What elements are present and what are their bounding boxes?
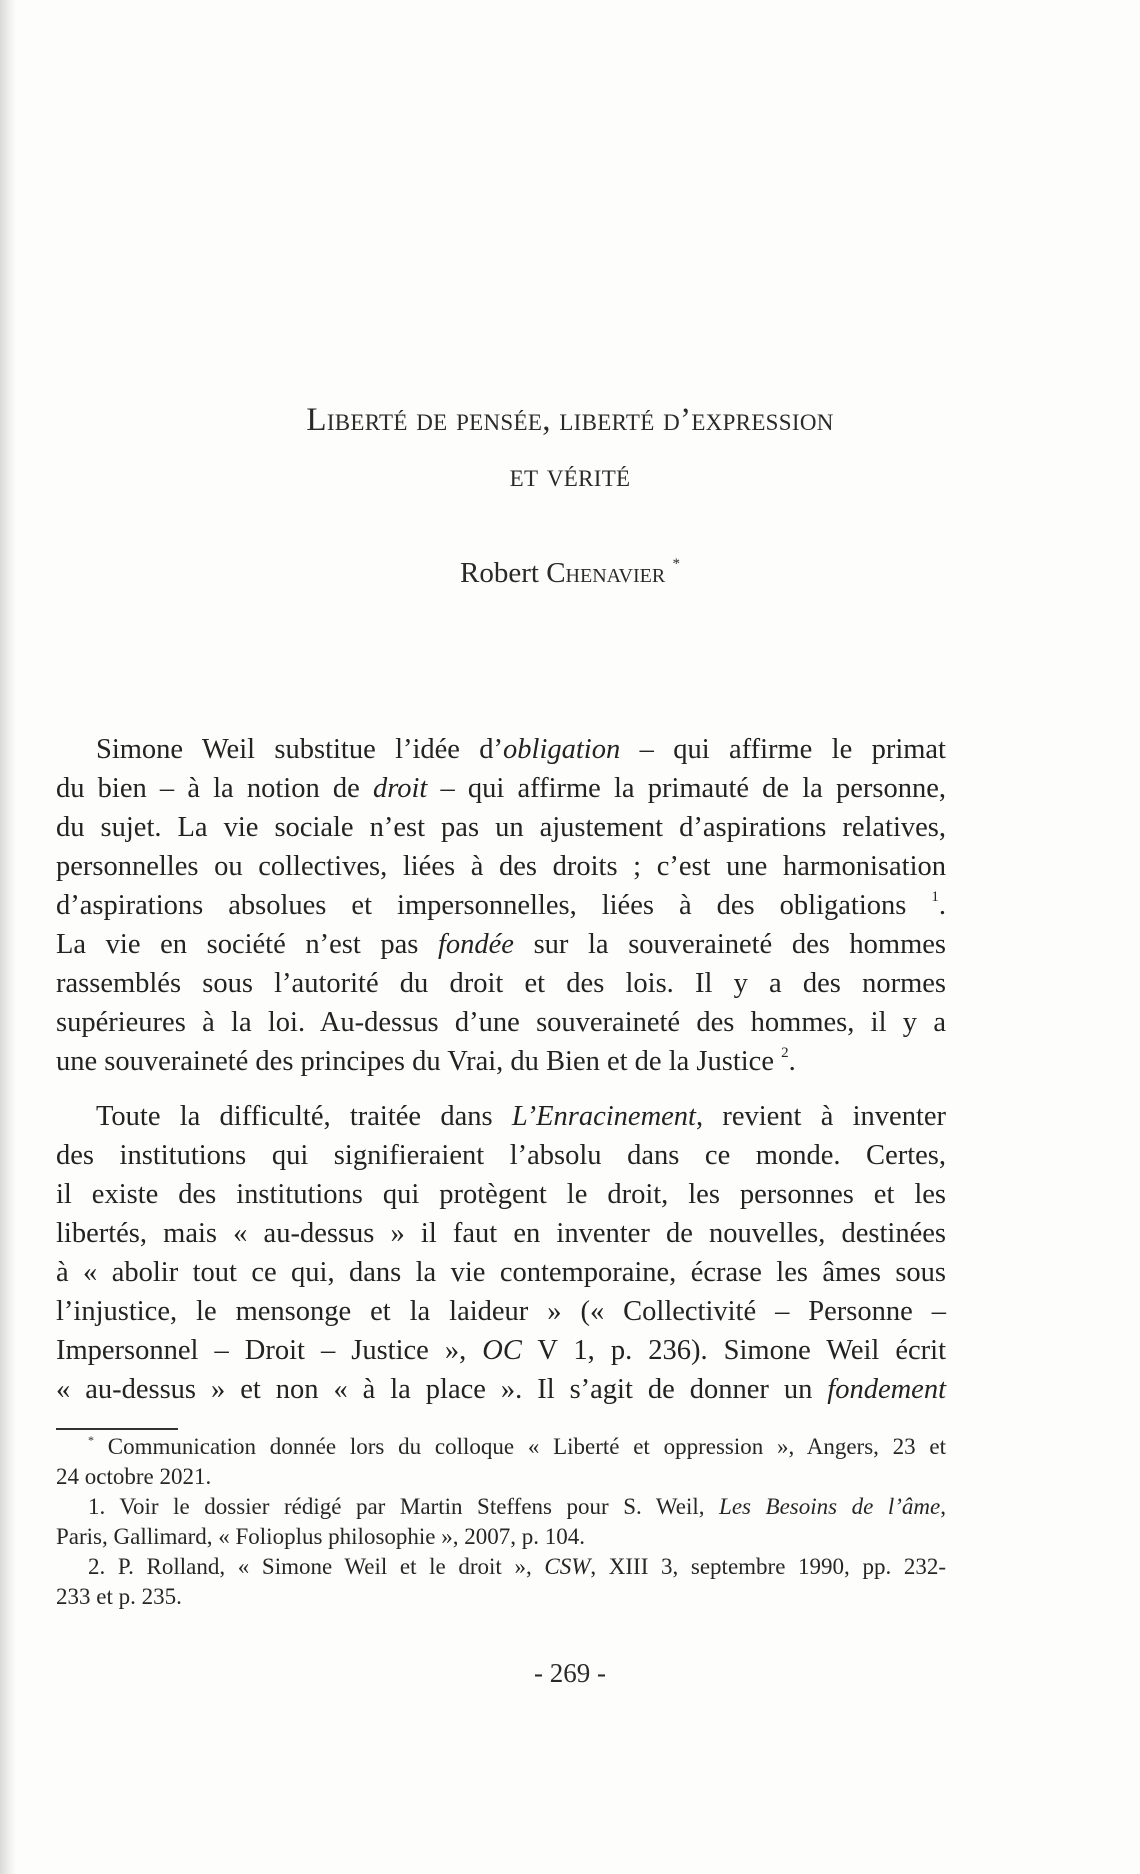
p2-line-6: l’injustice, le mensonge et la laideur » (« Collectivité – Personne –: [56, 1296, 946, 1327]
chapter-title: [60, 392, 1080, 504]
p2-line-5: à « abolir tout ce qui, dans la vie contemporaine, écrase les âmes sous: [56, 1257, 946, 1288]
p1-line-6: La vie en société n’est pas fondée sur la souveraineté des hommes: [56, 929, 947, 960]
p2-line-3: il existe des institutions qui protègent le droit, les personnes et les: [56, 1179, 946, 1210]
footnote-2-line-2: 233 et p. 235.: [56, 1584, 182, 1609]
scan-shadow-edge: [0, 0, 16, 1874]
footnote-star-line-1: * Communication donnée lors du colloque « Liberté et oppression », Angers, 23 et: [88, 1433, 946, 1459]
footnote-1-line-1: 1. Voir le dossier rédigé par Martin Steffens pour S. Weil, Les Besoins de l’âme,: [88, 1494, 947, 1519]
page-number: - 269 -: [534, 1658, 606, 1688]
footnote-separator: [56, 1428, 178, 1430]
p1-line-7: rassemblés sous l’autorité du droit et des lois. Il y a des normes: [56, 968, 946, 999]
author-footnote-mark: *: [672, 556, 680, 572]
author-byline: [60, 556, 1080, 590]
p1-line-5: d’aspirations absolues et impersonnelles, liées à des obligations $^1$.: [56, 889, 946, 921]
footnote-star-line-2: 24 octobre 2021.: [56, 1464, 212, 1489]
p1-line-2: du bien – à la notion de droit – qui affirme la primauté de la personne,: [56, 773, 946, 804]
p1-line-9: une souveraineté des principes du Vrai, du Bien et de la Justice $^2$.: [56, 1045, 796, 1077]
p2-line-4: libertés, mais « au-dessus » il faut en inventer de nouvelles, destinées: [56, 1218, 946, 1249]
p1-line-8: supérieures à la loi. Au-dessus d’une souveraineté des hommes, il y a: [56, 1007, 946, 1038]
footnote-2-line-1: 2. P. Rolland, « Simone Weil et le droit », CSW, XIII 3, septembre 1990, pp. 232-: [88, 1554, 946, 1579]
p1-line-4: personnelles ou collectives, liées à des droits ; c’est une harmonisation: [56, 851, 946, 882]
p2-line-8: « au-dessus » et non « à la place ». Il s’agit de donner un fondement: [56, 1374, 946, 1405]
footnote-ref-2: 2: [781, 1045, 789, 1061]
paragraph-2: [56, 1097, 946, 1409]
footnote-ref-1: 1: [931, 889, 939, 905]
p2-line-2: des institutions qui signifieraient l’absolu dans ce monde. Certes,: [56, 1140, 946, 1171]
title-line-1: Liberté de pensée, liberté d’expression: [306, 402, 834, 438]
footnotes: [56, 1432, 946, 1612]
p1-line-3: du sujet. La vie sociale n’est pas un ajustement d’aspirations relatives,: [56, 812, 946, 843]
p1-line-1: Simone Weil substitue l’idée d’obligation – qui affirme le primat: [96, 734, 946, 765]
footnote-star-mark: *: [88, 1433, 94, 1447]
author-first-name: Robert: [460, 557, 539, 589]
author-last-name: Chenavier: [546, 557, 666, 589]
title-line-2: et vérité: [509, 458, 631, 494]
p2-line-7: Impersonnel – Droit – Justice », OC V 1, p. 236). Simone Weil écrit: [56, 1335, 946, 1366]
footnote-1-line-2: Paris, Gallimard, « Folioplus philosophie », 2007, p. 104.: [56, 1524, 585, 1549]
p2-line-1: Toute la difficulté, traitée dans L’Enracinement, revient à inventer: [96, 1101, 946, 1132]
paragraph-1: [56, 730, 946, 1081]
